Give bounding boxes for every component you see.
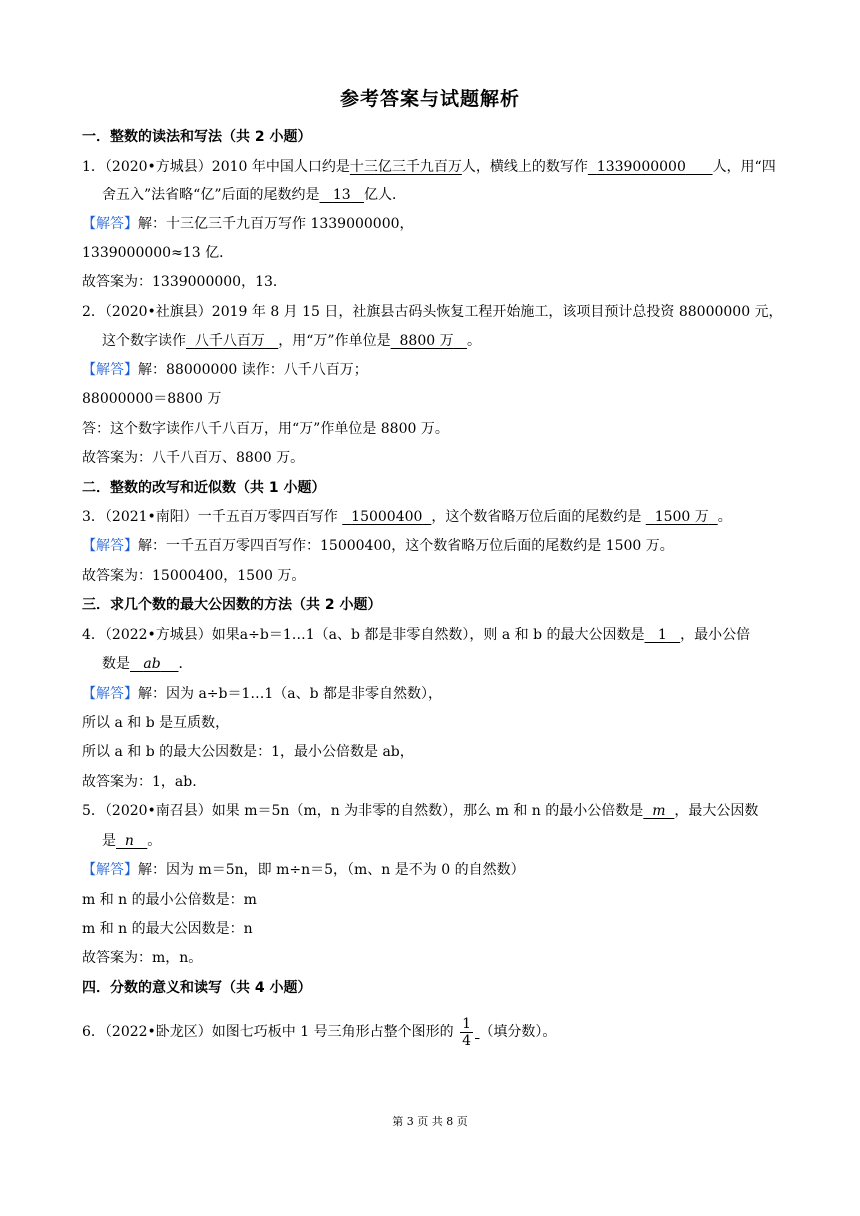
answer-tag: 【解答】 <box>82 686 138 702</box>
answer-5-line-2: m 和 n 的最小公倍数是：m <box>82 892 257 908</box>
fraction <box>460 1016 473 1049</box>
answer-1-line-2: 1339000000≈13 亿． <box>82 245 234 261</box>
answer-5-line-1 <box>82 860 525 880</box>
q1-line2-suffix: 亿人． <box>364 187 407 203</box>
answer-3-line-1 <box>82 536 674 556</box>
q6-suffix: （填分数）。 <box>479 1024 557 1040</box>
answer-5-line-4: 故答案为：m，n。 <box>82 950 203 966</box>
answer-2-line-4: 故答案为：八千八百万、8800 万。 <box>82 450 305 466</box>
q2-blank-2: 8800 万 <box>399 333 454 349</box>
question-1-line-2 <box>102 185 406 205</box>
q1-text-2: 人，用“四 <box>712 159 776 175</box>
answer-tag: 【解答】 <box>82 216 138 232</box>
q2-line2-mid: ，用“万”作单位是 <box>278 333 391 349</box>
answer-tag: 【解答】 <box>82 862 138 878</box>
section-heading-3: 三．求几个数的最大公因数的方法（共 2 小题） <box>82 597 382 613</box>
section-heading-2: 二．整数的改写和近似数（共 1 小题） <box>82 480 326 496</box>
question-5-line-2 <box>102 831 161 851</box>
q1-line2-prefix: 舍五入”法省略“亿”后面的尾数约是 <box>102 187 320 203</box>
q3-sol-1: 解：一千五百万零四百写作：15000400，这个数省略万位后面的尾数约是 1500 万。 <box>138 538 674 554</box>
q1-underlined-phrase: 十三亿三千九百万 <box>349 159 462 175</box>
answer-tag: 【解答】 <box>82 362 138 378</box>
q6-fraction-blank <box>458 1015 479 1049</box>
answer-1-line-1 <box>82 214 414 234</box>
answer-2-line-3: 答：这个数字读作八千八百万，用“万”作单位是 8800 万。 <box>82 421 449 437</box>
section-heading-4: 四．分数的意义和读写（共 4 小题） <box>82 980 312 996</box>
q3-suffix: 。 <box>717 509 732 525</box>
answer-3-line-2: 故答案为：15000400，1500 万。 <box>82 568 306 584</box>
q6-prefix: 6．（2022•卧龙区）如图七巧板中 1 号三角形占整个图形的 <box>82 1024 454 1040</box>
question-3-line-1 <box>82 507 732 527</box>
answer-tag: 【解答】 <box>82 538 138 554</box>
section-heading-1: 一．整数的读法和写法（共 2 小题） <box>82 129 312 145</box>
question-5-line-1 <box>82 801 758 821</box>
q5-sol-1: 解：因为 m＝5n，即 m÷n＝5，（m、n 是不为 0 的自然数） <box>138 862 525 878</box>
question-2-line-1: 2．（2020•社旗县）2019 年 8 月 15 日，社旗县古码头恢复工程开始施工，该项目预计总投资 88000000 元， <box>82 304 783 320</box>
q2-sol-1: 解：88000000 读作：八千八百万； <box>138 362 368 378</box>
answer-2-line-1 <box>82 360 368 380</box>
question-6-line-1 <box>82 1014 556 1050</box>
question-1-line-1 <box>82 157 776 177</box>
q1-text: 人，横线上的数写作 <box>461 159 588 175</box>
answer-2-line-2: 88000000＝8800 万 <box>82 391 222 407</box>
question-2-line-2 <box>102 331 481 351</box>
q1-sol-1: 解：十三亿三千九百万写作 1339000000， <box>138 216 414 232</box>
q4-line2-suffix: ． <box>178 656 193 672</box>
q2-blank-1: 八千八百万 <box>194 333 265 349</box>
q3-mid: ，这个数省略万位后面的尾数约是 <box>431 509 642 525</box>
q1-blank-1: 1339000000 <box>596 159 686 175</box>
answer-1-line-3: 故答案为：1339000000，13． <box>82 274 287 290</box>
q2-line2-suffix: 。 <box>466 333 481 349</box>
answer-4-line-3: 所以 a 和 b 的最大公因数是：1，最小公倍数是 ab， <box>82 744 414 760</box>
q5-prefix: 5．（2020•南召县）如果 m＝5n（m，n 为非零的自然数），那么 m 和 n 的最小公倍数是 <box>82 803 644 819</box>
q4-sol-1: 解：因为 a÷b＝1…1（a、b 都是非零自然数）， <box>138 686 443 702</box>
q3-blank-2: 1500 万 <box>654 509 709 525</box>
q4-line2-prefix: 数是 <box>102 656 130 672</box>
q5-blank-1: m <box>652 803 666 819</box>
page-footer: 第 3 页 共 8 页 <box>392 1115 468 1128</box>
fraction-numerator: 1 <box>462 1015 471 1032</box>
q4-blank-1: 1 <box>657 627 667 643</box>
q5-mid: ，最大公因数 <box>674 803 759 819</box>
q1-blank-2: 13 <box>332 187 351 203</box>
q5-line2-prefix: 是 <box>102 833 116 849</box>
q4-mid: ，最小公倍 <box>680 627 751 643</box>
q4-blank-2: ab <box>143 656 161 672</box>
fraction-denominator: 4 <box>462 1032 471 1049</box>
q2-line2-prefix: 这个数字读作 <box>102 333 186 349</box>
q5-blank-2: n <box>124 833 134 849</box>
answer-5-line-3: m 和 n 的最大公因数是：n <box>82 921 253 937</box>
answer-4-line-1 <box>82 684 442 704</box>
q3-prefix: 3．（2021•南阳）一千五百万零四百写作 <box>82 509 338 525</box>
answer-4-line-4: 故答案为：1，ab. <box>82 774 197 790</box>
q3-blank-1: 15000400 <box>351 509 423 525</box>
question-4-line-1 <box>82 625 750 645</box>
q4-prefix: 4．（2022•方城县）如果 <box>82 627 240 643</box>
page-title: 参考答案与试题解析 <box>339 88 520 110</box>
q1-prefix: 1．（2020•方城县）2010 年中国人口约是 <box>82 159 350 175</box>
question-4-line-2 <box>102 654 192 674</box>
q5-line2-suffix: 。 <box>147 833 162 849</box>
q4-expr: a÷b＝1…1（a、b 都是非零自然数），则 a 和 b 的最大公因数是 <box>239 627 645 643</box>
answer-4-line-2: 所以 a 和 b 是互质数， <box>82 715 230 731</box>
